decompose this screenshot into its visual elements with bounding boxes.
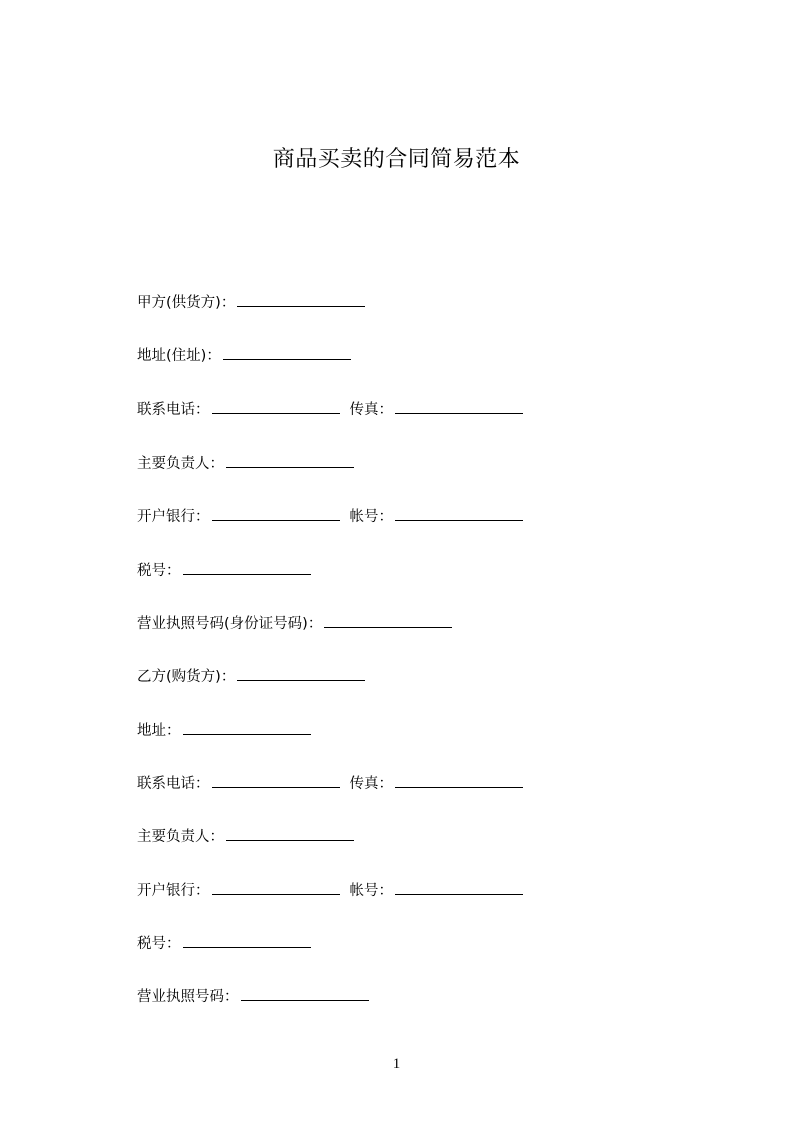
party-a-fax-blank[interactable] (395, 399, 523, 414)
party-a-phone-row (137, 398, 523, 418)
party-a-tax-row (137, 559, 311, 579)
party-a-license-label: 营业执照号码(身份证号码)： (137, 616, 323, 632)
party-a-bank-label: 开户银行： (137, 509, 210, 525)
party-b-account-blank[interactable] (395, 880, 523, 895)
party-a-license-row (137, 612, 452, 632)
party-a-phone-label: 联系电话： (137, 402, 210, 418)
party-a-contact-blank[interactable] (226, 453, 354, 468)
page-number: 1 (392, 1056, 401, 1072)
party-a-license-blank[interactable] (324, 613, 452, 628)
party-b-bank-blank[interactable] (212, 880, 340, 895)
party-b-name-blank[interactable] (237, 666, 365, 681)
party-b-phone-blank[interactable] (212, 773, 340, 788)
party-b-contact-row (137, 825, 354, 845)
party-b-account-label: 帐号： (349, 883, 393, 899)
party-b-address-blank[interactable] (183, 720, 311, 735)
party-b-bank-label: 开户银行： (137, 883, 210, 899)
party-a-address-row (137, 344, 351, 364)
party-a-name-row (137, 291, 365, 311)
party-b-phone-row (137, 772, 523, 792)
party-a-address-blank[interactable] (223, 345, 351, 360)
party-b-contact-label: 主要负责人： (137, 829, 224, 845)
party-b-license-row (137, 985, 369, 1005)
party-b-fax-blank[interactable] (395, 773, 523, 788)
party-b-bank-row (137, 879, 523, 899)
party-a-fax-label: 传真： (349, 402, 393, 418)
party-b-tax-row (137, 932, 311, 952)
party-a-address-label: 地址(住址)： (137, 348, 221, 364)
party-b-fax-label: 传真： (349, 776, 393, 792)
page-title: 商品买卖的合同简易范本 (272, 147, 521, 172)
party-a-contact-label: 主要负责人： (137, 456, 224, 472)
party-a-tax-blank[interactable] (183, 560, 311, 575)
party-a-name-label: 甲方(供货方)： (137, 295, 236, 311)
party-a-tax-label: 税号： (137, 563, 181, 579)
party-b-address-row (137, 719, 311, 739)
party-b-tax-label: 税号： (137, 936, 181, 952)
party-a-account-blank[interactable] (395, 506, 523, 521)
party-b-address-label: 地址： (137, 723, 181, 739)
party-b-license-label: 营业执照号码： (137, 989, 239, 1005)
party-a-name-blank[interactable] (237, 292, 365, 307)
party-a-contact-row (137, 452, 354, 472)
party-b-license-blank[interactable] (241, 986, 369, 1001)
party-b-phone-label: 联系电话： (137, 776, 210, 792)
party-a-phone-blank[interactable] (212, 399, 340, 414)
party-b-contact-blank[interactable] (226, 826, 354, 841)
party-a-bank-blank[interactable] (212, 506, 340, 521)
party-b-name-row (137, 665, 365, 685)
party-b-name-label: 乙方(购货方)： (137, 669, 236, 685)
party-b-tax-blank[interactable] (183, 933, 311, 948)
party-a-bank-row (137, 505, 523, 525)
party-a-account-label: 帐号： (349, 509, 393, 525)
